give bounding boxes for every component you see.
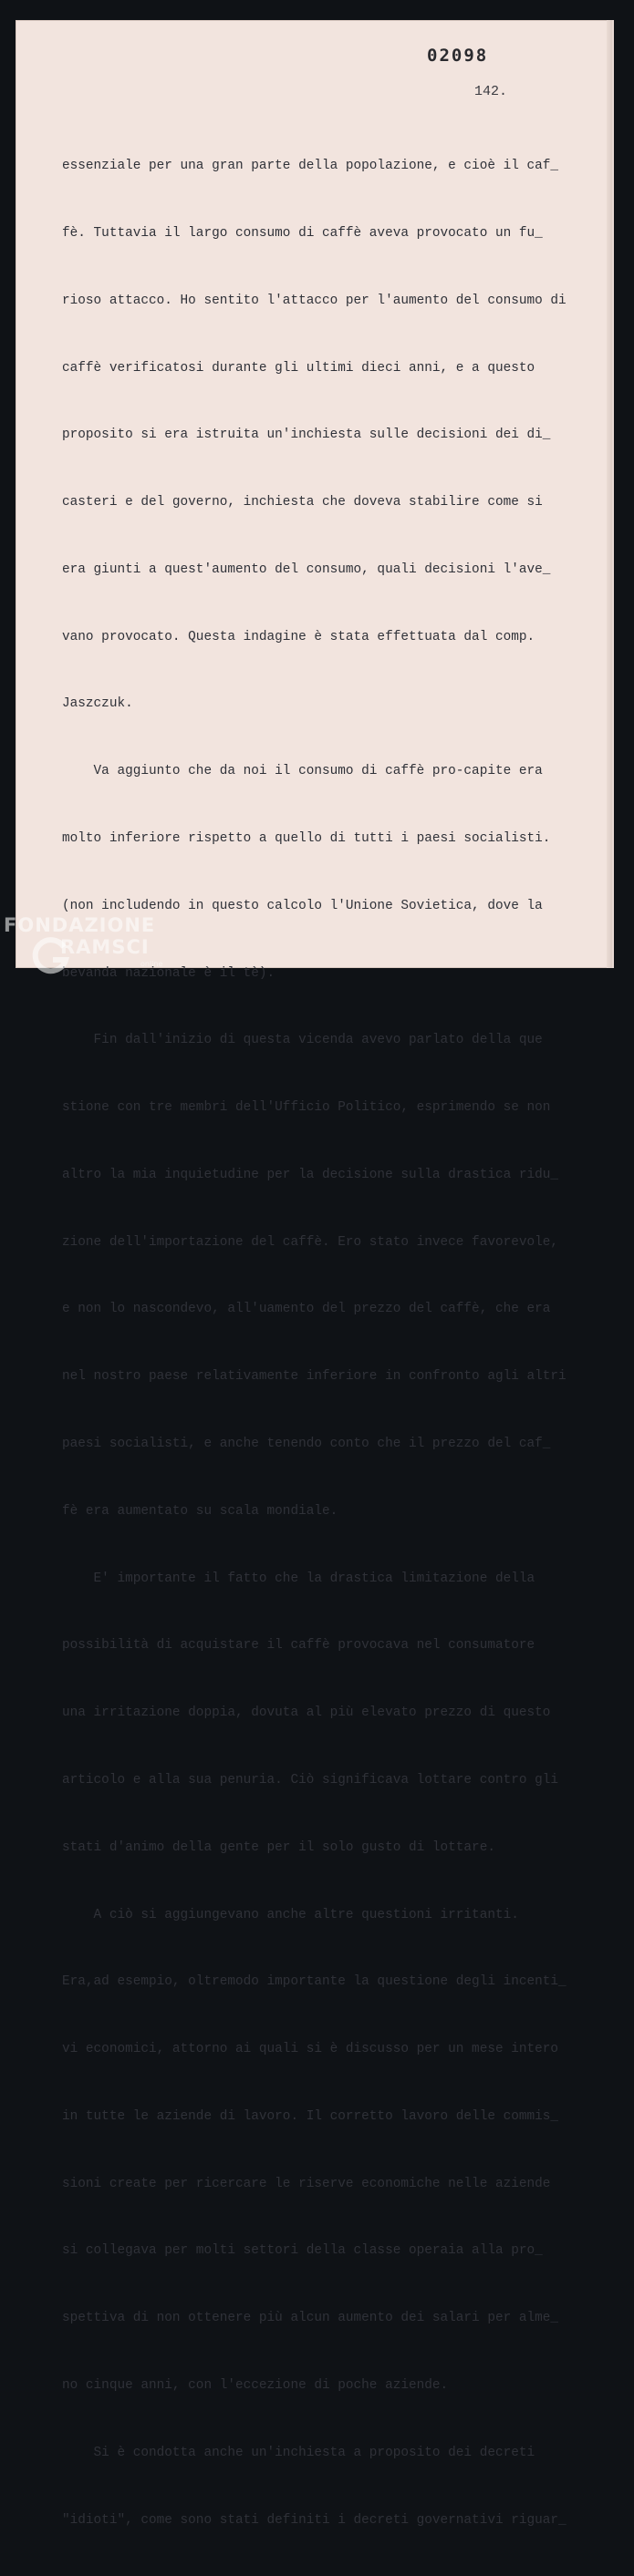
watermark-line-1: FONDAZIONE (4, 914, 156, 936)
text-line: Jaszczuk. (62, 696, 133, 712)
text-line: Si è condotta anche un'inchiesta a proposito dei decreti (62, 2445, 535, 2460)
text-line: possibilità di acquistare il caffè provocava nel consumatore (62, 1638, 535, 1654)
text-line: A ciò si aggiungevano anche altre questioni irritanti. (62, 1907, 519, 1922)
watermark-suffix: online (140, 960, 163, 968)
text-line: proposito si era istruita un'inchiesta sulle decisioni dei di_ (62, 428, 551, 443)
text-line: casteri e del governo, inchiesta che doveva stabilire come si (62, 495, 543, 510)
text-line: si collegava per molti settori della classe operaia alla pro_ (62, 2243, 543, 2259)
text-line: E' importante il fatto che la drastica limitazione della (62, 1571, 535, 1586)
text-line: paesi socialisti, e anche tenendo conto che il prezzo del caf_ (62, 1437, 551, 1452)
text-line: essenziale per una gran parte della popolazione, e cioè il caf_ (62, 159, 559, 174)
text-line: no cinque anni, con l'eccezione di poche aziende. (62, 2377, 449, 2393)
text-line: vi economici, attorno ai quali si è discusso per un mese intero (62, 2042, 559, 2057)
page-edge (607, 20, 612, 968)
text-line: stione con tre membri dell'Ufficio Politico, esprimendo se non (62, 1100, 551, 1116)
text-line: bevanda nazionale è il tè). (62, 965, 275, 981)
text-line: "idioti", come sono stati definiti i decreti governativi riguar_ (62, 2512, 566, 2528)
text-line: in tutte le aziende di lavoro. Il corretto lavoro delle commis_ (62, 2108, 559, 2124)
text-line: articolo e alla sua penuria. Ciò significava lottare contro gli (62, 1772, 559, 1788)
text-line: Va aggiunto che da noi il consumo di caffè pro-capite era (62, 764, 543, 779)
fondazione-gramsci-watermark (4, 914, 186, 983)
text-line: era giunti a quest'aumento del consumo, quali decisioni l'ave_ (62, 562, 551, 577)
text-line: zione dell'importazione del caffè. Ero stato invece favorevole, (62, 1234, 559, 1250)
text-line: Fin dall'inizio di questa vicenda avevo parlato della que (62, 1033, 543, 1048)
text-line: sioni create per ricercare le riserve economiche nelle aziende (62, 2176, 551, 2191)
text-line: fè era aumentato su scala mondiale. (62, 1503, 338, 1519)
text-line: rioso attacco. Ho sentito l'attacco per l'aumento del consumo di (62, 293, 566, 308)
text-line: (non includendo in questo calcolo l'Unione Sovietica, dove la (62, 898, 543, 913)
text-line: una irritazione doppia, dovuta al più elevato prezzo di questo (62, 1705, 551, 1721)
text-line: stati d'animo della gente per il solo gusto di lottare. (62, 1839, 495, 1855)
text-line: e non lo nascondevo, all'uamento del prezzo del caffè, che era (62, 1302, 551, 1317)
typewritten-text (62, 110, 596, 2576)
text-line: caffè verificatosi durante gli ultimi dieci anni, e a questo (62, 360, 535, 376)
text-line: vano provocato. Questa indagine è stata effettuata dal comp. (62, 629, 535, 644)
document-page (16, 20, 612, 2528)
page-number: 142. (474, 84, 508, 99)
text-line: altro la mia inquietudine per la decisione sulla drastica ridu_ (62, 1167, 559, 1182)
watermark-line-2: RAMSCI (60, 936, 150, 958)
text-line: Era,ad esempio, oltremodo importante la questione degli incenti_ (62, 1974, 566, 1990)
text-line: spettiva di non ottenere più alcun aumento dei salari per alme_ (62, 2311, 559, 2326)
text-line: nel nostro paese relativamente inferiore in confronto agli altri (62, 1369, 566, 1385)
archive-number: 02098 (427, 46, 489, 66)
text-line: fè. Tuttavia il largo consumo di caffè aveva provocato un fu_ (62, 225, 543, 241)
text-line: molto inferiore rispetto a quello di tutti i paesi socialisti. (62, 831, 551, 846)
